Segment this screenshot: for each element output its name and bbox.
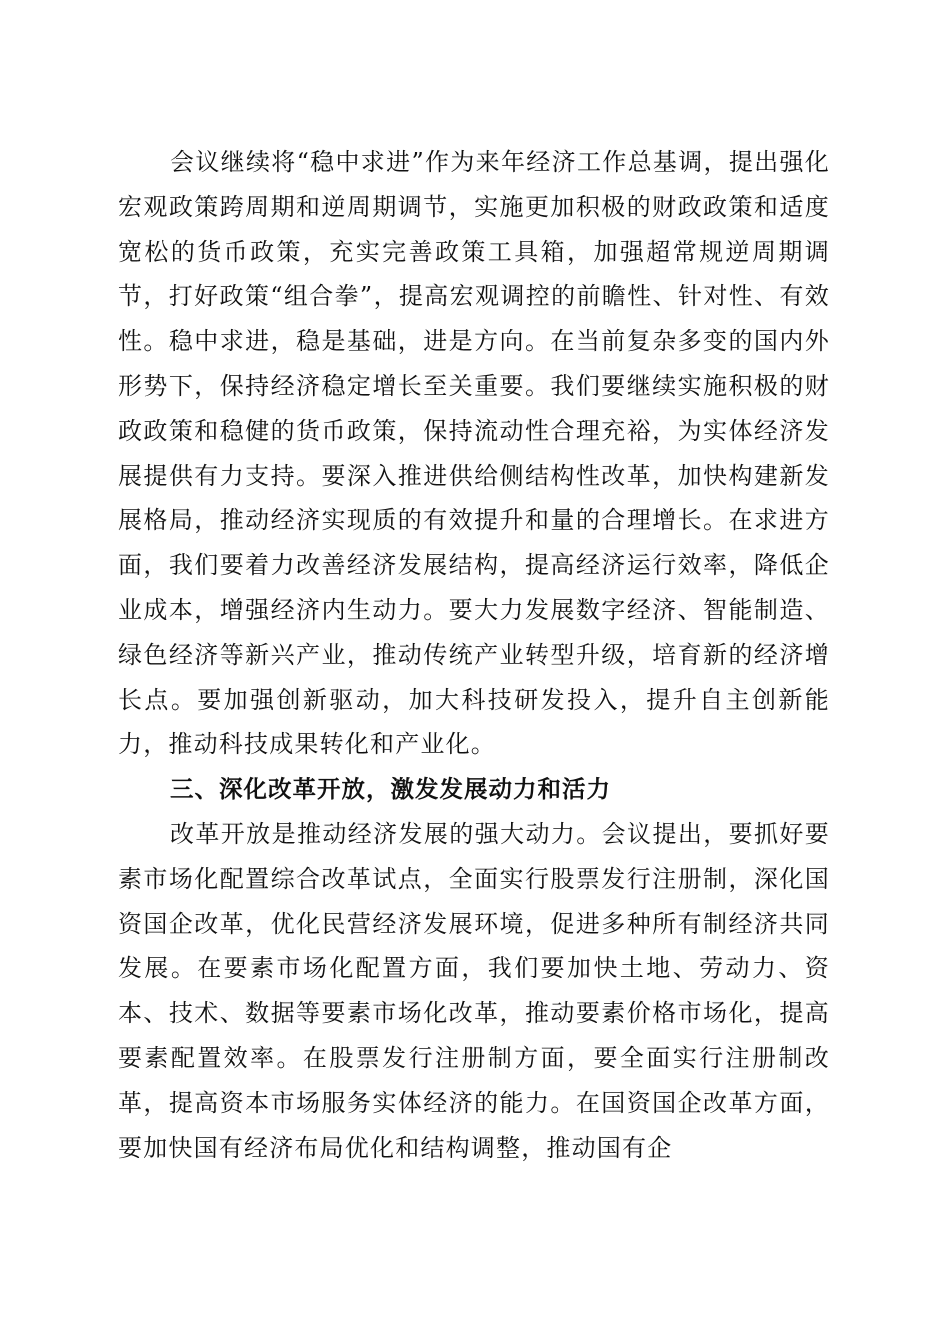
body-paragraph: 会议继续将“稳中求进”作为来年经济工作总基调，提出强化宏观政策跨周期和逆周期调节，实施更加积极的财政政策和适度宽松的货币政策，充实完善政策工具箱，加强超常规逆周期调节，打好政策“组合拳”，提高宏观调控的前瞻性、针对性、有效性。稳中求进，稳是基础，进是方向。在当前复杂多变的国内外形势下，保持经济稳定增长至关重要。我们要继续实施积极的财政政策和稳健的货币政策，保持流动性合理充裕，为实体经济发展提供有力支持。要深入推进供给侧结构性改革，加快构建新发展格局，推动经济实现质的有效提升和量的合理增长。在求进方面，我们要着力改善经济发展结构，提高经济运行效率，降低企业成本，增强经济内生动力。要大力发展数字经济、智能制造、绿色经济等新兴产业，推动传统产业转型升级，培育新的经济增长点。要加强创新驱动，加大科技研发投入，提升自主创新能力，推动科技成果转化和产业化。 [118,148,830,759]
body-paragraph: 改革开放是推动经济发展的强大动力。会议提出，要抓好要素市场化配置综合改革试点，全面实行股票发行注册制，深化国资国企改革，优化民营经济发展环境，促进多种所有制经济共同发展。在要素市场化配置方面，我们要加快土地、劳动力、资本、技术、数据等要素市场化改革，推动要素价格市场化，提高要素配置效率。在股票发行注册制方面，要全面实行注册制改革，提高资本市场服务实体经济的能力。在国资国企改革方面，要加快国有经济布局优化和结构调整，推动国有企 [118,819,830,1162]
section-heading: 三、深化改革开放，激发发展动力和活力 [170,775,611,804]
document-body [118,140,830,1170]
